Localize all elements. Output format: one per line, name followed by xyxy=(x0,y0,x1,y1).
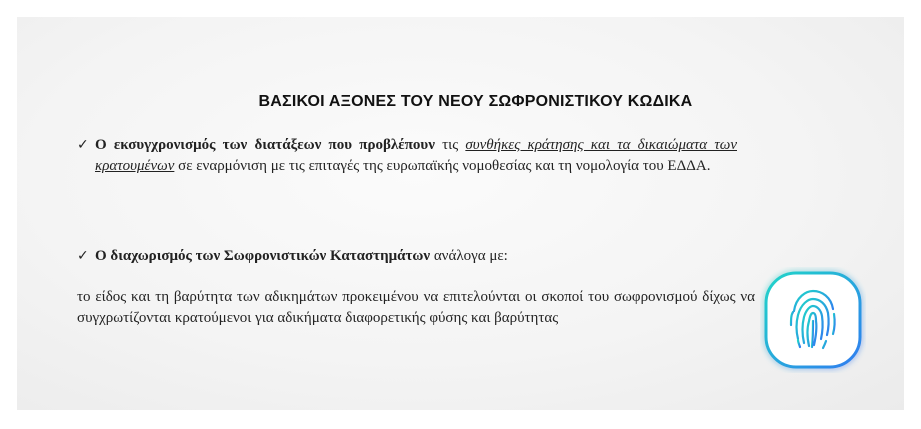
slide-title: ΒΑΣΙΚΟΙ ΑΞΟΝΕΣ ΤΟΥ ΝΕΟΥ ΣΩΦΡΟΝΙΣΤΙΚΟΥ ΚΩΔΙΚΑ xyxy=(258,93,693,110)
bullet-rest-text: σε εναρμόνιση με τις επιταγές της ευρωπαϊκής νομοθεσίας και τη νομολογία του ΕΔΔΑ. xyxy=(174,158,711,174)
bullet-pre-text: τις xyxy=(434,137,466,153)
fingerprint-icon xyxy=(760,267,866,373)
check-icon: ✓ xyxy=(77,137,89,153)
bullet-text xyxy=(95,246,737,267)
bullet-underlined-text: συνθήκες κράτησης και τα δικαιώματα των κρατουμένων xyxy=(95,137,737,174)
bullet-bold-text: Ο διαχωρισμός των Σωφρονιστικών Καταστημάτων xyxy=(95,248,431,264)
slide xyxy=(17,17,904,410)
bullet-separation xyxy=(77,246,737,267)
bullet-text xyxy=(95,135,737,177)
bullet-bold-text: Ο εκσυγχρονισμός των διατάξεων που προβλέπουν xyxy=(95,137,435,153)
check-icon: ✓ xyxy=(77,248,89,264)
bullet-rest-text: ανάλογα με: xyxy=(430,248,508,264)
bullet-modernization xyxy=(77,135,737,177)
body-paragraph: το είδος και τη βαρύτητα των αδικημάτων προκειμένου να επιτελούνται οι σκοποί του σωφρονισμού δίχως να συγχρωτίζονται κρατούμενοι για αδικήματα διαφορετικής φύσης και βαρύτητας xyxy=(77,289,755,326)
